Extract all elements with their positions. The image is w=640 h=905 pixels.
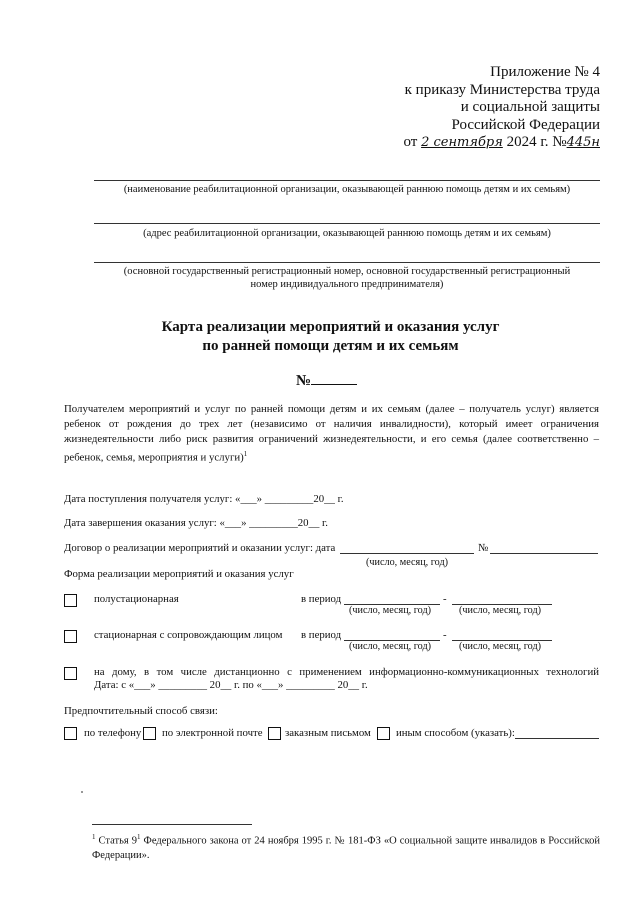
footnote-sup: 1 bbox=[137, 833, 141, 841]
contract-number-line[interactable] bbox=[490, 553, 598, 554]
period-from-caption-1: (число, месяц, год) bbox=[349, 605, 432, 616]
ogrn-line[interactable] bbox=[94, 262, 600, 263]
date-prefix: от bbox=[403, 134, 418, 150]
other-method-line[interactable] bbox=[515, 738, 599, 739]
contract-date-caption: (число, месяц, год) bbox=[366, 557, 449, 568]
period-to-caption-1: (число, месяц, год) bbox=[459, 605, 542, 616]
intro-footnote-mark: 1 bbox=[243, 450, 248, 458]
registered-mail-option-label: заказным письмом bbox=[285, 727, 371, 739]
intro-text: Получателем мероприятий и услуг по ранней помощи детям и их семьям (далее – получатель услуг) является ребенок от рождения до трех лет (независимо от наличия инвалидности), который имеет ограничения жизнедеятельности либо риск развития ограничений жизнедеятельности, и его семья (далее соответственно – ребенок, семья, мероприятия и услуги) bbox=[64, 403, 599, 464]
footnote-text-b: Федерального закона от 24 ноября 1995 г. № 181-ФЗ «О социальной защите инвалидов в Российской Федерации». bbox=[92, 835, 601, 861]
semi-stationary-checkbox[interactable] bbox=[64, 594, 77, 607]
footnote-text-a: Статья 9 bbox=[98, 835, 138, 847]
contract-label: Договор о реализации мероприятий и оказании услуг: дата bbox=[64, 542, 336, 554]
ministry-line: и социальной защиты bbox=[460, 99, 600, 115]
org-name-caption: (наименование реабилитационной организации, оказывающей раннюю помощь детям и их семьям) bbox=[123, 184, 571, 195]
footnote-mark: 1 bbox=[92, 833, 96, 841]
date-mid: 2024 г. № bbox=[506, 134, 567, 150]
handwritten-date: 2 сентября bbox=[421, 135, 503, 150]
other-method-option-label: иным способом (указать): bbox=[396, 727, 515, 739]
ogrn-caption: (основной государственный регистрационный номер, основной государственный регистрационный номер индивидуального предпринимателя) bbox=[123, 266, 571, 290]
org-name-line[interactable] bbox=[94, 180, 600, 181]
period-label-2: в период bbox=[301, 629, 342, 641]
order-line: к приказу Министерства труда bbox=[404, 81, 600, 98]
stationary-checkbox[interactable] bbox=[64, 630, 77, 643]
semi-stationary-label: полустационарная bbox=[94, 593, 179, 605]
email-checkbox[interactable] bbox=[143, 727, 156, 740]
home-date-field[interactable]: Дата: с «___» _________ 20__ г. по «___» _________ 20__ г. bbox=[94, 679, 368, 691]
other-method-checkbox[interactable] bbox=[377, 727, 390, 740]
title-line-2: по ранней помощи детям и их семьям bbox=[202, 338, 459, 354]
period-dash-2: - bbox=[443, 629, 447, 641]
org-address-caption: (адрес реабилитационной организации, оказывающей раннюю помощь детям и их семьям) bbox=[143, 228, 551, 239]
phone-option-label: по телефону bbox=[84, 727, 142, 739]
home-label: на дому, в том числе дистанционно с применением информационно-коммуникационных технологий bbox=[94, 666, 599, 678]
contract-date-line[interactable] bbox=[340, 553, 474, 554]
period-from-caption-2: (число, месяц, год) bbox=[349, 641, 432, 652]
handwritten-order-number: 445н bbox=[566, 135, 600, 150]
home-checkbox[interactable] bbox=[64, 667, 77, 680]
period-dash-1: - bbox=[443, 593, 447, 605]
number-sign: № bbox=[296, 373, 312, 389]
country-line: Российской Федерации bbox=[451, 116, 600, 133]
document-title bbox=[64, 318, 597, 356]
email-option-label: по электронной почте bbox=[162, 727, 263, 739]
scan-speck bbox=[81, 791, 83, 793]
card-number-field[interactable] bbox=[311, 371, 357, 385]
stationary-label: стационарная с сопровождающим лицом bbox=[94, 629, 283, 641]
title-line-1: Карта реализации мероприятий и оказания услуг bbox=[161, 319, 500, 335]
date-received-field[interactable]: Дата поступления получателя услуг: «___» _________20__ г. bbox=[64, 493, 344, 505]
registered-mail-checkbox[interactable] bbox=[268, 727, 281, 740]
card-number bbox=[296, 371, 357, 390]
period-label-1: в период bbox=[301, 593, 342, 605]
order-date-line bbox=[340, 134, 600, 152]
contract-number-label: № bbox=[478, 542, 489, 554]
footnote-separator bbox=[92, 824, 252, 825]
appendix-number: Приложение № 4 bbox=[490, 64, 600, 80]
date-completed-field[interactable]: Дата завершения оказания услуг: «___» _________20__ г. bbox=[64, 517, 328, 529]
intro-paragraph bbox=[64, 402, 599, 466]
period-to-caption-2: (число, месяц, год) bbox=[459, 641, 542, 652]
org-address-line[interactable] bbox=[94, 223, 600, 224]
footnote bbox=[92, 830, 600, 863]
appendix-header bbox=[340, 64, 600, 152]
phone-checkbox[interactable] bbox=[64, 727, 77, 740]
contact-label: Предпочтительный способ связи: bbox=[64, 705, 218, 717]
form-label: Форма реализации мероприятий и оказания услуг bbox=[64, 568, 294, 580]
